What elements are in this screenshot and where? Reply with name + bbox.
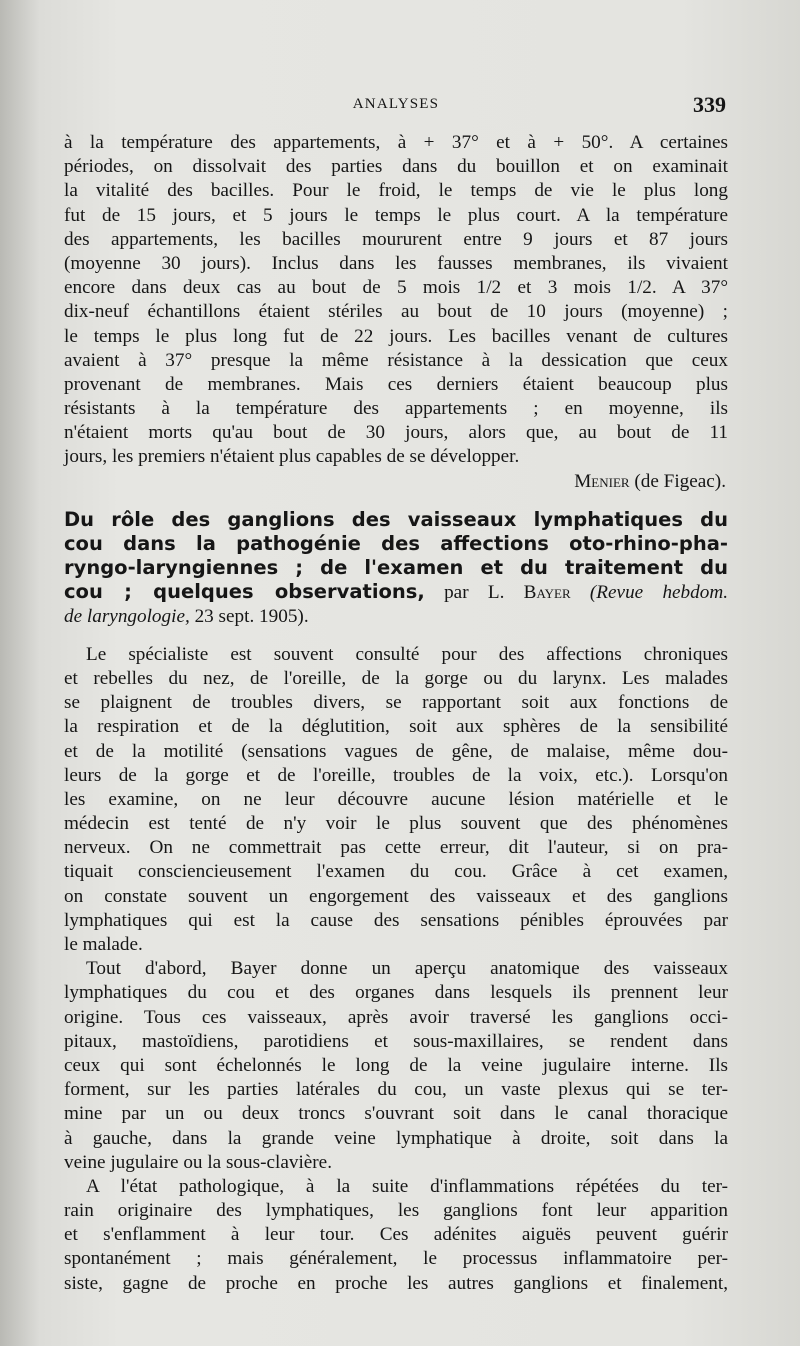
title-line: Du rôle des ganglions des vaisseaux lymphatiques du	[64, 507, 728, 531]
text-line: leurs de la gorge et de l'oreille, troubles de la voix, etc.). Lorsqu'on	[64, 764, 728, 786]
journal-name: (Revue hebdom.	[589, 582, 728, 604]
text-line: provenant de membranes. Mais ces derniers étaient beaucoup plus	[64, 373, 728, 395]
text-line: les examine, on ne leur découvre aucune lésion matérielle et le	[64, 788, 728, 810]
title-line: ryngo-laryngiennes ; de l'examen et du traitement du	[64, 556, 728, 580]
text-line: Le spécialiste est souvent consulté pour des affections chroniques	[86, 643, 728, 665]
signature-place: (de Figeac).	[629, 470, 726, 492]
text-line: origine. Tous ces vaisseaux, après avoir traversé les ganglions occi-	[64, 1006, 728, 1028]
running-title: ANALYSES	[352, 96, 440, 112]
text-line: forment, sur les parties latérales du cou, un vaste plexus qui se ter-	[64, 1079, 728, 1101]
text-line: lymphatiques qui est la cause des sensations pénibles éprouvées par	[64, 909, 728, 931]
text-line: le malade.	[64, 934, 143, 955]
journal-name-cont: de laryngologie,	[64, 605, 190, 627]
text-line: le temps le plus long fut de 22 jours. Les bacilles venant de cultures	[64, 325, 728, 347]
page-number: 339	[693, 92, 726, 117]
text-line: dix-neuf échantillons étaient stériles au bout de 10 jours (moyenne) ;	[64, 301, 728, 323]
text-line: la vitalité des bacilles. Pour le froid, le temps de vie le plus long	[64, 180, 728, 202]
text-line: périodes, on dissolvait des parties dans du bouillon et on examinait	[64, 156, 728, 178]
text-line: nerveux. On ne commettrait pas cette erreur, dit l'auteur, si on pra-	[64, 837, 728, 859]
title-last: cou ; quelques observations,	[64, 580, 425, 604]
page-body	[64, 131, 728, 1296]
text-line: et rebelles du nez, de l'oreille, de la gorge ou du larynx. Les malades	[64, 667, 728, 689]
page-header	[66, 92, 726, 122]
text-line: et s'enflamment à leur tour. Ces adénites aiguës peuvent guérir	[64, 1224, 728, 1246]
text-line: des appartements, les bacilles moururent entre 9 jours et 87 jours	[64, 228, 728, 250]
text-line: tiquait consciencieusement l'examen du cou. Grâce à cet examen,	[64, 861, 728, 883]
paragraph-1	[64, 643, 728, 957]
byline-par: par L.	[424, 582, 524, 604]
text-line: A l'état pathologique, à la suite d'inflammations répétées du ter-	[86, 1175, 728, 1197]
review-continued	[64, 131, 728, 494]
citation-date: 23 sept. 1905).	[189, 605, 309, 627]
text-line: et de la motilité (sensations vagues de gêne, de malaise, même dou-	[64, 740, 728, 762]
text-line: on constate souvent un engorgement des vaisseaux et des ganglions	[64, 885, 728, 907]
text-line: lymphatiques du cou et des organes dans lesquels ils prennent leur	[64, 982, 728, 1004]
text-line: avaient à 37° presque la même résistance à la dessication que ceux	[64, 349, 728, 371]
text-line: spontanément ; mais généralement, le processus inflammatoire per-	[64, 1248, 728, 1270]
text-line: fut de 15 jours, et 5 jours le temps le plus court. A la température	[64, 204, 728, 226]
text-line: veine jugulaire ou la sous-clavière.	[64, 1151, 332, 1173]
text-line: médecin est tenté de n'y voir le plus souvent que des phénomènes	[64, 813, 728, 835]
article-title	[64, 508, 728, 605]
text-line: Tout d'abord, Bayer donne un aperçu anatomique des vaisseaux	[86, 958, 728, 980]
signature	[64, 470, 728, 494]
text-line: à la température des appartements, à + 37° et à + 50°. A certaines	[64, 132, 728, 153]
author-name: Bayer	[523, 582, 571, 604]
signature-name: Menier	[574, 470, 630, 492]
text-line: la respiration et de la déglutition, soit aux sphères de la sensibilité	[64, 716, 728, 738]
paragraph-3	[64, 1175, 728, 1296]
text-line: à gauche, dans la grande veine lymphatique à droite, soit dans la	[64, 1127, 728, 1149]
paragraph-2	[64, 957, 728, 1175]
title-line: cou dans la pathogénie des affections oto-rhino-pha-	[64, 532, 728, 555]
text-line: ceux qui sont échelonnés le long de la veine jugulaire interne. Ils	[64, 1054, 728, 1076]
text-line: jours, les premiers n'étaient plus capables de se développer.	[64, 446, 520, 468]
section-gap	[64, 494, 728, 508]
section-gap	[64, 629, 728, 643]
title-line	[64, 580, 728, 604]
text-line: se plaignent de troubles divers, se rapportant soit aux fonctions de	[64, 692, 728, 714]
text-line: siste, gagne de proche en proche les autres ganglions et finalement,	[64, 1272, 728, 1294]
text-line: (moyenne 30 jours). Inclus dans les fausses membranes, ils vivaient	[64, 252, 728, 274]
text-line: pitaux, mastoïdiens, parotidiens et sous-maxillaires, se rendent dans	[64, 1030, 728, 1052]
text-line: n'étaient morts qu'au bout de 30 jours, alors que, au bout de 11	[64, 422, 728, 444]
text-line: résistants à la température des appartements ; en moyenne, ils	[64, 398, 728, 420]
text-line: rain originaire des lymphatiques, les ganglions font leur apparition	[64, 1200, 728, 1222]
text-line: mine par un ou deux troncs s'ouvrant soit dans le canal thoracique	[64, 1103, 728, 1125]
citation-line	[64, 605, 728, 629]
text-line: encore dans deux cas au bout de 5 mois 1/2 et 3 mois 1/2. A 37°	[64, 277, 728, 299]
